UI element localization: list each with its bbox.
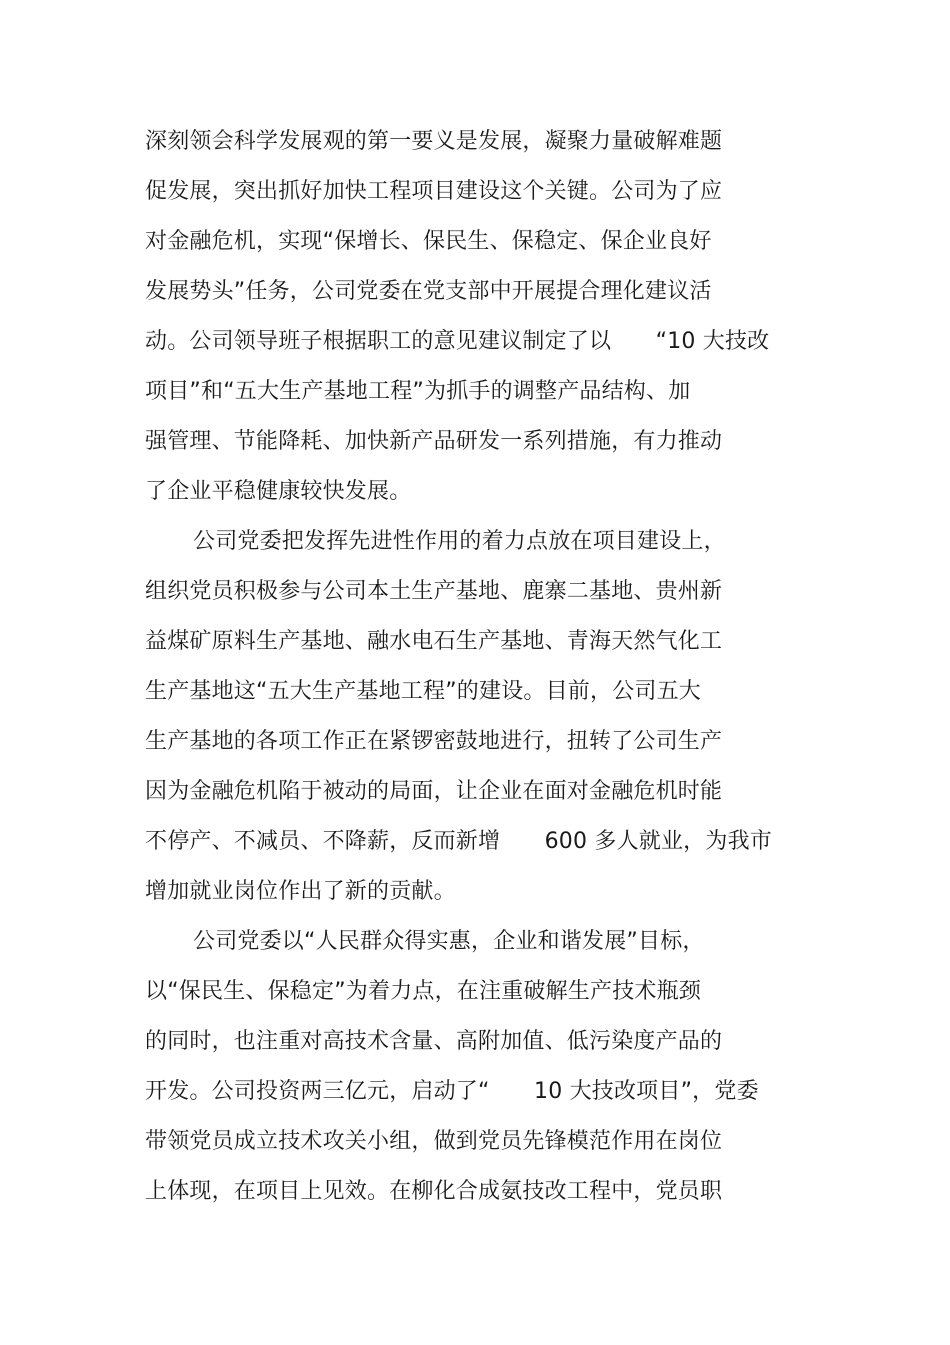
- text-line: 动。公司领导班子根据职工的意见建议制定了以 “10 大技改: [145, 329, 770, 354]
- text-line: 不停产、不减员、不降薪，反而新增 600 多人就业，为我市: [145, 829, 772, 854]
- text-line: 项目”和“五大生产基地工程”为抓手的调整产品结构、加: [145, 379, 691, 404]
- text-line: 益煤矿原料生产基地、融水电石生产基地、青海天然气化工: [145, 629, 723, 654]
- text-line: 发展势头”任务，公司党委在党支部中开展提合理化建议活: [145, 279, 712, 304]
- paragraph-first-line: 公司党委以“人民群众得实惠，企业和谐发展”目标，: [193, 929, 705, 954]
- text-line: 组织党员积极参与公司本土生产基地、鹿寨二基地、贵州新: [145, 579, 723, 604]
- paragraph-first-line: 公司党委把发挥先进性作用的着力点放在项目建设上，: [193, 529, 726, 554]
- text-line: 开发。公司投资两三亿元，启动了“ 10 大技改项目”，党委: [145, 1079, 759, 1104]
- text-line: 因为金融危机陷于被动的局面，让企业在面对金融危机时能: [145, 779, 723, 804]
- text-line: 以“保民生、保稳定”为着力点，在注重破解生产技术瓶颈: [145, 979, 701, 1004]
- text-line: 增加就业岗位作出了新的贡献。: [145, 879, 456, 904]
- text-line: 强管理、节能降耗、加快新产品研发一系列措施，有力推动: [145, 429, 723, 454]
- text-line: 对金融危机，实现“保增长、保民生、保稳定、保企业良好: [145, 229, 712, 254]
- text-line: 了企业平稳健康较快发展。: [145, 479, 412, 504]
- text-line: 生产基地的各项工作正在紧锣密鼓地进行，扭转了公司生产: [145, 729, 723, 754]
- text-line: 深刻领会科学发展观的第一要义是发展，凝聚力量破解难题: [145, 129, 723, 154]
- text-line: 生产基地这“五大生产基地工程”的建设。目前，公司五大: [145, 679, 701, 704]
- text-line: 的同时，也注重对高技术含量、高附加值、低污染度产品的: [145, 1029, 723, 1054]
- text-line: 促发展，突出抓好加快工程项目建设这个关键。公司为了应: [145, 179, 723, 204]
- text-line: 上体现，在项目上见效。在柳化合成氨技改工程中，党员职: [145, 1179, 723, 1204]
- text-line: 带领党员成立技术攻关小组，做到党员先锋模范作用在岗位: [145, 1129, 723, 1154]
